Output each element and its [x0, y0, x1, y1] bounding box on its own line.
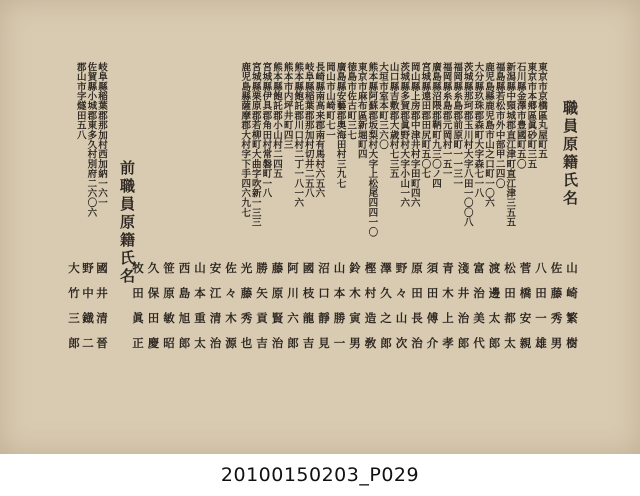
origin-address: 長崎縣南高来郡南有馬村六五六: [313, 62, 325, 198]
origin-address: 宮城縣栗原郡若柳町大曲字吹新一三三: [249, 62, 261, 227]
staff-name: 淺 井 治 郎: [456, 262, 471, 350]
staff-name: 八 田 一 雄: [534, 262, 548, 350]
staff-name: 青 木 上 孝: [441, 262, 455, 350]
staff-name: 澤 久 之 郎: [379, 262, 393, 350]
origin-address: 新潟縣中頸城郡直江津町直江津三五五: [504, 62, 516, 227]
origin-address: 岡山縣上房郡中津井村字田町四六: [408, 62, 420, 208]
origin-address: 熊本市内坪井町四三: [281, 62, 293, 150]
section-title-staff-origins: 職員原籍氏名: [561, 100, 579, 208]
staff-name: 山 本 勝 一: [332, 262, 347, 350]
staff-name: 原 田 長 治: [410, 262, 424, 350]
staff-name: 佐 藤 秀 男: [549, 262, 564, 350]
origin-address: 福岡縣糸島郡前原町一一三一: [451, 62, 463, 189]
origin-address: 宮城縣遠田郡田尻町五〇七: [419, 62, 431, 179]
origin-address: 鹿児島縣薩摩郡大村字下手四六九七: [239, 62, 251, 218]
origin-address: 東京市麻布區新堀町四: [355, 62, 367, 159]
staff-name: 鈴 木 寅 男: [348, 262, 362, 350]
origin-address: 郡山市字燧田五八: [74, 62, 86, 140]
staff-name: 光 藤 秀 也: [239, 262, 254, 350]
origin-address: 石川縣金澤市豊國町五〇: [514, 62, 526, 169]
staff-name: 渡 邊 太 郎: [487, 262, 502, 350]
staff-name: 山 崎 繁 樹: [565, 262, 579, 350]
staff-name: 須 田 傅 介: [425, 262, 440, 350]
staff-name: 牧 田 眞 正: [131, 262, 145, 350]
staff-name: 國 井 清 晉: [95, 262, 109, 350]
staff-name: 富 治 美 代: [472, 262, 486, 350]
origin-address: 岡山市山崎町七一: [324, 62, 335, 140]
staff-name: 大 竹 三 郎: [67, 262, 81, 350]
origin-address: 東京市本郷區眞砂町三五: [525, 62, 537, 169]
origin-address: 廣島縣沼隈郡鞆町九三〇ノ四: [430, 62, 441, 189]
staff-name: 松 田 都 太: [503, 262, 517, 350]
staff-name: 阿 川 六 郎: [286, 262, 300, 350]
origin-address: 大垣市室本町三六〇: [377, 62, 388, 150]
staff-name: 野 中 鐡 二: [81, 262, 95, 350]
origin-address: 岐阜縣稲葉郡那加村西加納一六一: [96, 62, 107, 208]
image-caption: 20100150203_P029: [220, 464, 420, 486]
staff-name: 沼 口 靜 見: [317, 262, 331, 350]
staff-name: 佐 々 木 源: [224, 262, 238, 350]
staff-name: 藤 原 賢 治: [270, 262, 285, 350]
origin-address: 茨城縣那珂郡玉川村大字八田一〇〇八: [461, 62, 473, 227]
origin-address: 岐阜縣稲葉郡那加村切井二五八: [302, 62, 314, 198]
origin-address: 徳島市佐古町三七: [345, 62, 357, 140]
origin-address: 廣島縣安藝郡奥海田村三九七: [334, 62, 346, 189]
staff-name: 菅 橋 安 親: [518, 262, 533, 350]
origin-address: 佐賀縣小城郡東多久村別府二六〇六: [85, 62, 97, 218]
origin-address: 福岡縣糸島郡元岡村一五一: [440, 62, 452, 179]
staff-name: 西 島 旭 郎: [177, 262, 192, 350]
origin-address: 宮城縣伊具郡角田村常磐町一八: [260, 62, 272, 198]
origin-address: 東京市京橋區丸屋町五: [536, 62, 547, 159]
staff-name: 國 枝 龍 吉: [301, 262, 316, 350]
section-title-former-staff-origins: 前職員原籍氏名: [118, 160, 136, 286]
origin-address: 熊本縣飽託郡小山村二四五: [271, 62, 282, 179]
staff-name: 野 々 山 次: [394, 262, 409, 350]
origin-address: 山口縣吉敷郡大歳村七三五: [387, 62, 399, 179]
origin-address: 鹿児島縣鹿児島市山之口町一〇六: [483, 62, 494, 208]
staff-name: 樫 村 造 敎: [363, 262, 378, 350]
staff-name: 久 保 田 慶: [146, 262, 161, 350]
staff-name: 勝 矢 貢 吉: [255, 262, 269, 350]
origin-address: 福島縣若松市外中部甲二四〇: [493, 62, 505, 189]
origin-address: 熊本縣阿蘇郡坂梨村大字上松尾四四一〇: [366, 62, 378, 237]
staff-name: 山 本 重 太: [193, 262, 207, 350]
origin-address: 茨城縣多賀郡眞野村大字小山一六: [398, 62, 410, 208]
origin-address: 大分縣玖珠郡森町大字森七一八: [472, 62, 484, 198]
origin-address: 熊本縣飽託郡川口村二丁一八一六: [292, 62, 304, 208]
staff-name: 安 江 清 治: [208, 262, 223, 350]
staff-name: 笹 原 敏 昭: [162, 262, 176, 350]
